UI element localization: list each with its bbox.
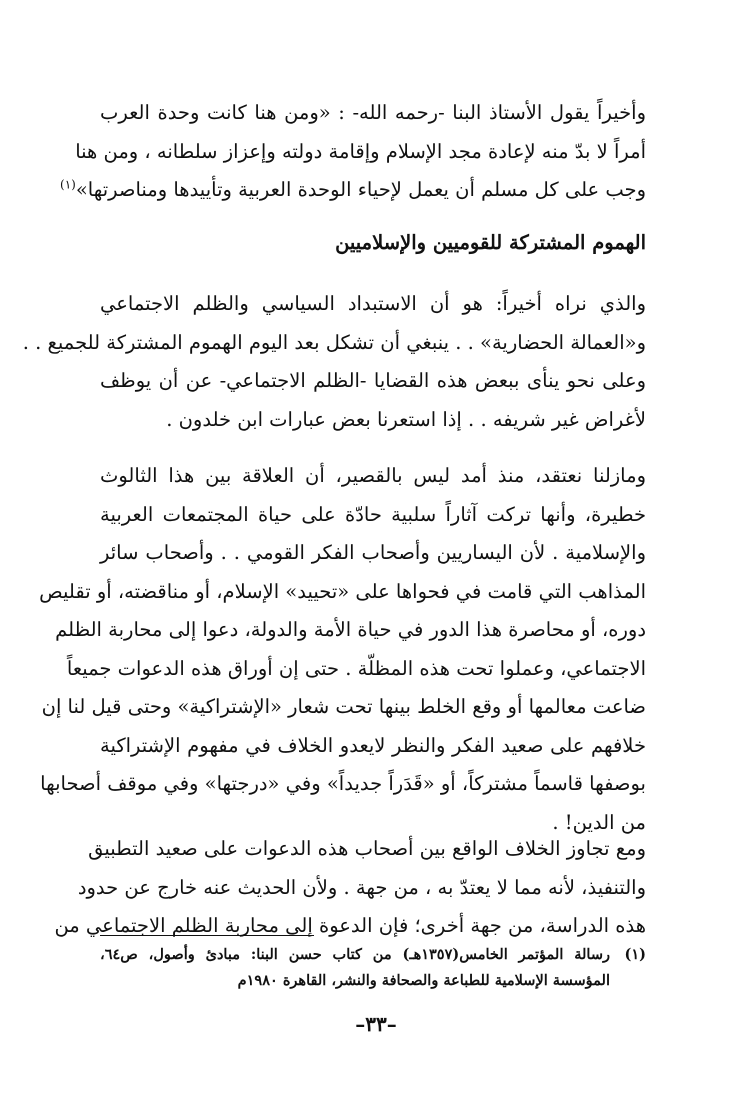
- footnote-divider: [100, 935, 314, 936]
- text-line: وأخيراً يقول الأستاذ البنا -رحمه الله- : «ومن هنا كانت وحدة العرب: [100, 101, 646, 124]
- text-line-content: وجب على كل مسلم أن يعمل لإحياء الوحدة العربية وتأييدها ومناصرتها»: [75, 178, 646, 201]
- text-line: لأغراض غير شريفه . . إذا استعرنا بعض عبارات ابن خلدون .: [166, 407, 646, 431]
- text-line: والإسلامية . لأن اليساريين وأصحاب الفكر القومي . . وأصحاب سائر: [100, 541, 646, 564]
- text-line: والتنفيذ، لأنه مما لا يعتدّ به ، من جهة . ولأن الحديث عنه خارج عن حدود: [77, 875, 646, 899]
- text-line: أمراً لا بدّ منه لإعادة مجد الإسلام وإقامة دولته وإعزاز سلطانه ، ومن هنا: [75, 139, 646, 163]
- text-line: الاجتماعي، وعملوا تحت هذه المظلّة . حتى إن أوراق هذه الدعوات جميعاً: [66, 656, 646, 680]
- paragraph-banna-quote: [60, 94, 646, 210]
- text-line: هذه الدراسة، من جهة أخرى؛ فإن الدعوة إلى محاربة الظلم الاجتماعي من: [54, 914, 646, 937]
- text-line: والذي نراه أخيراً: هو أن الاستبداد السياسي والظلم الاجتماعي: [100, 292, 646, 315]
- footnote: [100, 942, 646, 994]
- footnote-line: المؤسسة الإسلامية للطباعة والصحافة والنشر، القاهرة ١٩٨٠م: [237, 972, 610, 989]
- text-line: [60, 171, 646, 210]
- text-line: وعلى نحو ينأى ببعض هذه القضايا -الظلم الاجتماعي- عن أن يوظف: [100, 369, 646, 392]
- footnote-number: (١): [624, 946, 646, 963]
- section-heading: الهموم المشتركة للقوميين والإسلاميين: [335, 231, 646, 254]
- footnote-reference: (١): [60, 177, 76, 192]
- paragraph-trinity-relation: [39, 457, 646, 842]
- text-line: دوره، أو محاصرة هذا الدور في حياة الأمة والدولة، دعوا إلى محاربة الظلم: [55, 618, 646, 641]
- page-number: –٣٣–: [355, 1012, 397, 1036]
- text-line: خلافهم على صعيد الفكر والنظر لايعدو الخلاف في مفهوم الإشتراكية: [100, 733, 646, 757]
- text-line: المذاهب التي قامت في فحواها على «تحييد» الإسلام، أو مناقضته، أو تقليص: [39, 579, 646, 603]
- text-line: من الدين! .: [552, 810, 646, 834]
- paragraph-dispute: [54, 830, 646, 946]
- text-line: و«العمالة الحضارية» . . ينبغي أن تشكل بعد اليوم الهموم المشتركة للجميع . .: [22, 330, 646, 354]
- footnote-line: رسالة المؤتمر الخامس(١٣٥٧هـ) من كتاب حسن البنا: مبادئ وأصول، ص٦٤،: [100, 946, 611, 963]
- text-line: ومع تجاوز الخلاف الواقع بين أصحاب هذه الدعوات على صعيد التطبيق: [88, 837, 646, 860]
- text-line: بوصفها قاسماً مشتركاً، أو «قَدَراً جديداً» وفي «درجتها» وفي موقف أصحابها: [40, 772, 646, 795]
- text-line: ضاعت معالمها أو وقع الخلط بينها تحت شعار «الإشتراكية» وحتى قيل لنا إن: [41, 695, 646, 718]
- text-line: ومازلنا نعتقد، منذ أمد ليس بالقصير، أن العلاقة بين هذا الثالوث: [100, 464, 646, 487]
- paragraph-common-concerns: [22, 285, 646, 439]
- text-line: خطيرة، وأنها تركت آثاراً سلبية حادّة على حياة المجتمعات العربية: [100, 502, 646, 526]
